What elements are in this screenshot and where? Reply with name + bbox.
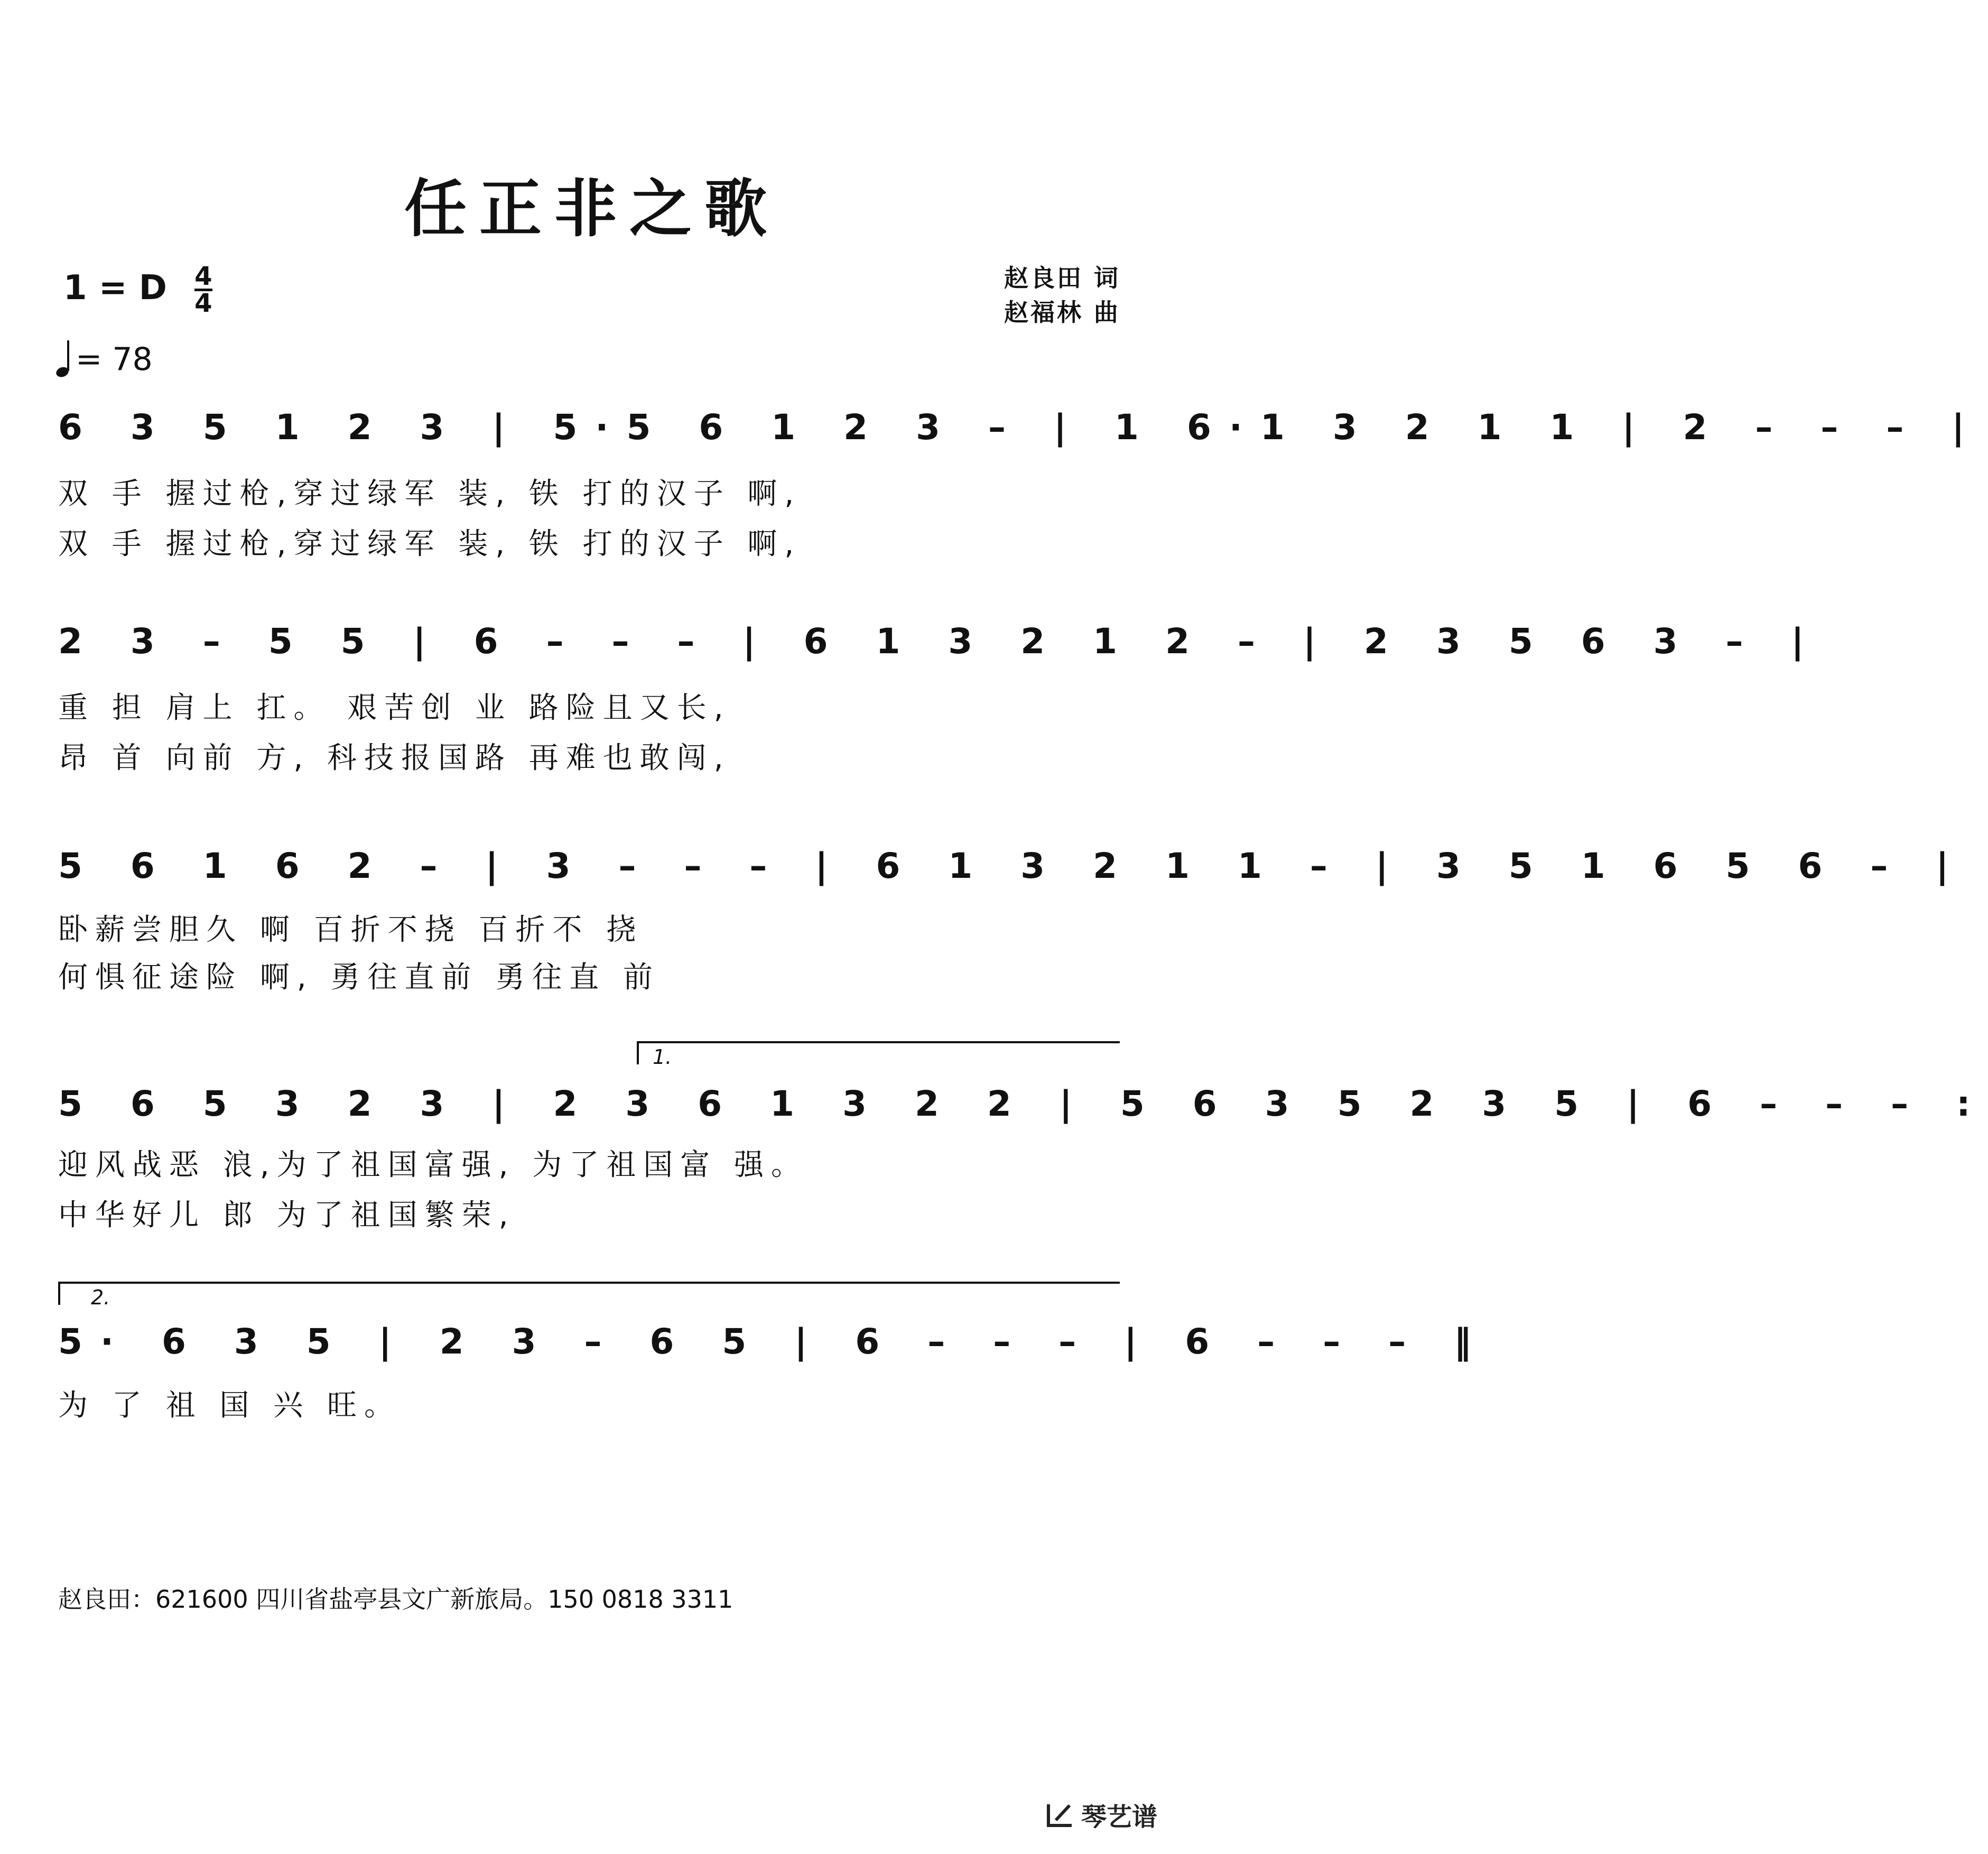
notation-row-2-notes: 2 3 – 5 5 | 6 – – – | 6 1 3 2 1 2 – | 2 3 5 6 3 – | (58, 621, 1822, 662)
tempo-mark (55, 338, 153, 381)
lyric-row-1-verse-1: 双 手 握过枪,穿过绿军 装, 铁 打的汉子 啊, (58, 477, 802, 511)
lyric-row-4-verse-2: 中华好儿 郎 为了祖国繁荣, (58, 1198, 516, 1232)
time-signature-top: 4 (194, 262, 212, 291)
notation-row-1 (58, 407, 1983, 449)
second-ending-bracket (58, 1282, 1120, 1309)
quarter-note-icon (55, 338, 71, 381)
key-label: 1 = D (63, 268, 167, 308)
lyricist-credit: 赵良田 词 (1004, 264, 1120, 292)
notation-row-2 (58, 621, 1822, 663)
time-signature-bottom: 4 (194, 289, 212, 318)
time-signature (194, 264, 212, 316)
lyric-row-5-verse-1: 为 了 祖 国 兴 旺。 (58, 1388, 402, 1423)
notation-row-5 (58, 1321, 1490, 1364)
notation-row-3-notes: 5 6 1 6 2 – | 3 – – – | 6 1 3 2 1 1 – | 3 5 1 6 5 6 – | (58, 846, 1967, 886)
tempo-value: = 78 (76, 341, 153, 378)
brand-name: 琴艺谱 (1081, 1802, 1157, 1832)
key-signature (63, 264, 212, 316)
lyric-row-3-verse-1: 卧薪尝胆久 啊 百折不挠 百折不 挠 (58, 913, 644, 947)
song-title: 任正非之歌 (404, 172, 779, 245)
contact-footer: 赵良田：621600 四川省盐亭县文广新旅局。150 0818 3311 (58, 1585, 733, 1614)
notation-row-3 (58, 846, 1967, 888)
notation-row-4 (58, 1083, 1988, 1126)
notation-row-1-notes: 6 3 5 1 2 3 | 5·5 6 1 2 3 – | 1 6·1 3 2 1 1 | 2 – – – | (58, 407, 1983, 448)
lyric-row-4-verse-1: 迎风战恶 浪,为了祖国富强, 为了祖国富 强。 (58, 1148, 809, 1182)
first-ending-label: 1. (653, 1045, 672, 1069)
lyric-row-3-verse-2: 何惧征途险 啊, 勇往直前 勇往直 前 (58, 960, 661, 995)
brand-watermark (1044, 1796, 1157, 1833)
composer-credit: 赵福林 曲 (1004, 298, 1120, 327)
brand-logo-icon (1044, 1799, 1076, 1831)
notation-row-4-notes: 5 6 5 3 2 3 | 2 3 6 1 3 2 2 | 5 6 3 5 2 3 5 | 6 – – – : (58, 1083, 1988, 1124)
lyric-row-2-verse-2: 昂 首 向前 方, 科技报国路 再难也敢闯, (58, 741, 731, 775)
first-ending-bracket (637, 1041, 1120, 1069)
lyric-row-2-verse-1: 重 担 肩上 扛。 艰苦创 业 路险且又长, (58, 691, 731, 725)
second-ending-label: 2. (91, 1286, 110, 1309)
notation-row-5-notes: 5· 6 3 5 | 2 3 – 6 5 | 6 – – – | 6 – – – ‖ (58, 1321, 1490, 1362)
lyric-row-1-verse-2: 双 手 握过枪,穿过绿军 装, 铁 打的汉子 啊, (58, 527, 802, 561)
